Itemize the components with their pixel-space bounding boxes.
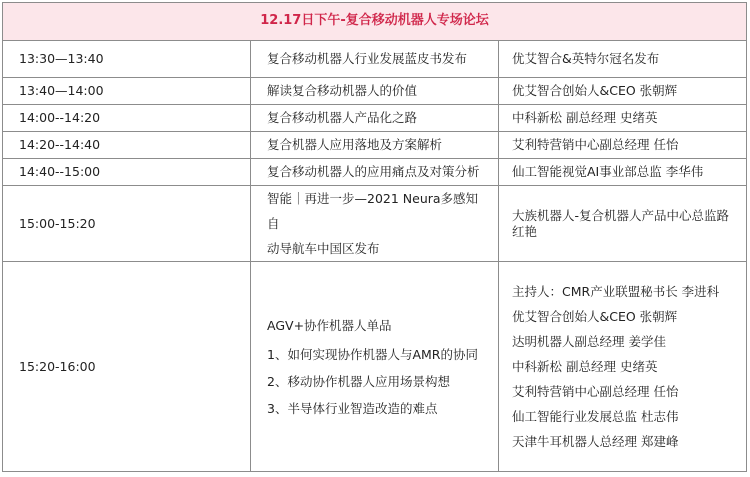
topic-cell: 复合移动机器人的应用痛点及对策分析 <box>251 159 499 186</box>
speaker-cell: 优艾智合创始人&CEO 张朝辉 <box>499 78 747 105</box>
panel-speaker: 艾利特营销中心副总经理 任怡 <box>512 384 679 399</box>
table-row <box>3 159 747 186</box>
forum-title: 12.17日下午-复合移动机器人专场论坛 <box>3 3 747 41</box>
time-cell: 13:40—14:00 <box>3 78 251 105</box>
time-cell: 14:20--14:40 <box>3 132 251 159</box>
panel-speaker-cell <box>499 262 747 472</box>
panel-speaker: 优艾智合创始人&CEO 张朝辉 <box>512 309 678 324</box>
topic-cell <box>251 186 499 262</box>
schedule-table <box>2 2 747 472</box>
panel-topic-item: 1、如何实现协作机器人与AMR的协同 <box>267 346 478 362</box>
speaker-cell: 中科新松 副总经理 史绪英 <box>499 105 747 132</box>
speaker-cell: 优艾智合&英特尔冠名发布 <box>499 41 747 78</box>
panel-speaker: 达明机器人副总经理 姜学佳 <box>512 334 666 349</box>
panel-row <box>3 262 747 472</box>
time-cell: 13:30—13:40 <box>3 41 251 78</box>
time-cell: 14:40--15:00 <box>3 159 251 186</box>
panel-topic-item: 3、半导体行业智造改造的难点 <box>267 400 438 416</box>
table-row <box>3 105 747 132</box>
panel-speaker: 天津牛耳机器人总经理 郑建峰 <box>512 434 679 449</box>
speaker-cell: 艾利特营销中心副总经理 任怡 <box>499 132 747 159</box>
panel-topic-cell <box>251 262 499 472</box>
panel-speaker: 仙工智能行业发展总监 杜志伟 <box>512 409 679 424</box>
speaker-cell: 仙工智能视觉AI事业部总监 李华伟 <box>499 159 747 186</box>
table-row <box>3 186 747 262</box>
panel-speaker: 中科新松 副总经理 史绪英 <box>512 359 658 374</box>
topic-cell: 解读复合移动机器人的价值 <box>251 78 499 105</box>
time-cell: 15:20-16:00 <box>3 262 251 472</box>
topic-cell: 复合移动机器人行业发展蓝皮书发布 <box>251 41 499 78</box>
table-row <box>3 78 747 105</box>
time-cell: 15:00-15:20 <box>3 186 251 262</box>
table-row <box>3 41 747 78</box>
speaker-cell: 大族机器人-复合机器人产品中心总监路红艳 <box>499 186 747 262</box>
panel-topic-item: 2、移动协作机器人应用场景构想 <box>267 373 450 389</box>
time-cell: 14:00--14:20 <box>3 105 251 132</box>
table-row <box>3 132 747 159</box>
panel-topic-head: AGV+协作机器人单品 <box>267 317 392 333</box>
panel-speaker: 主持人：CMR产业联盟秘书长 李进科 <box>512 284 720 299</box>
topic-cell: 复合移动机器人产品化之路 <box>251 105 499 132</box>
topic-line: 动导航车中国区发布 <box>267 241 380 256</box>
topic-cell: 复合机器人应用落地及方案解析 <box>251 132 499 159</box>
topic-line: 智能｜再进一步—2021 Neura多感知自 <box>267 191 479 231</box>
forum-schedule <box>2 2 747 472</box>
title-row <box>3 3 747 41</box>
